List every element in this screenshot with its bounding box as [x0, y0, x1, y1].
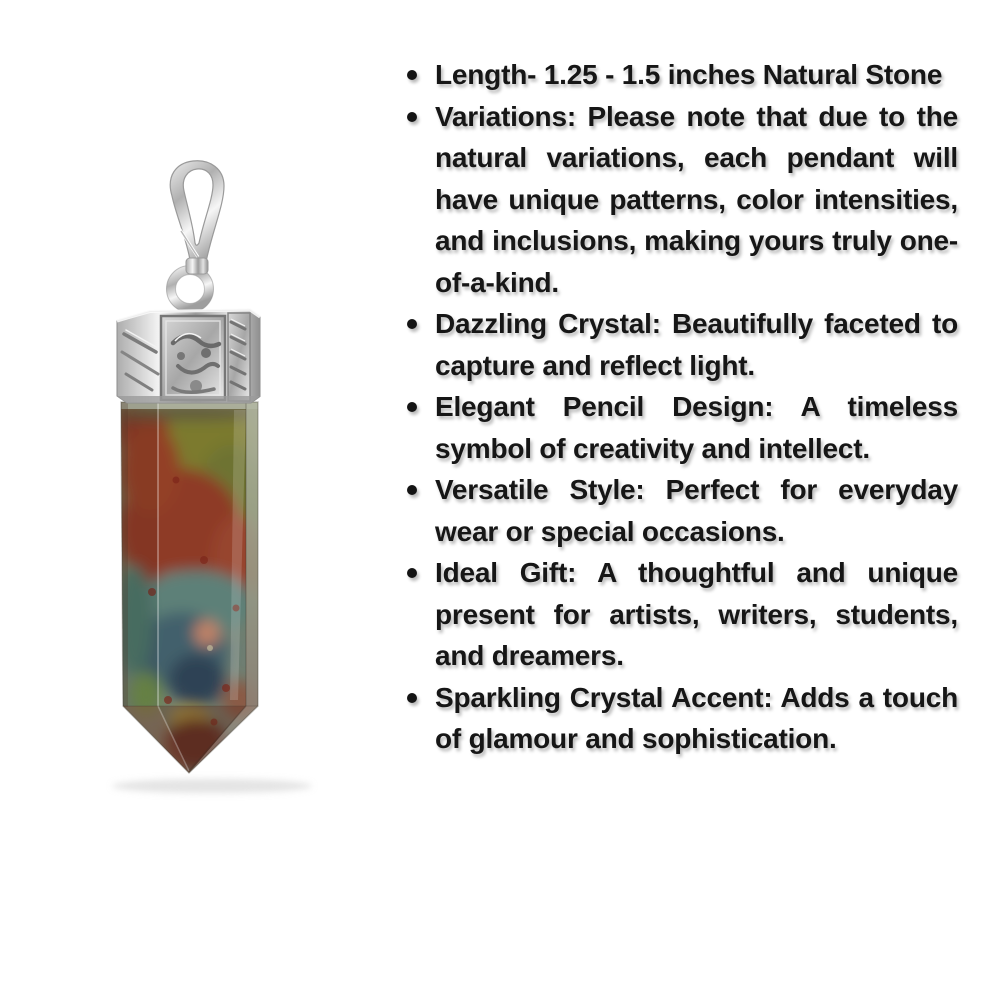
feature-text: Elegant Pencil Design: A timeless symbol of creativity and intellect. — [435, 391, 958, 464]
crystal-stone — [115, 400, 266, 780]
feature-text: Dazzling Crystal: Beautifully faceted to capture and reflect light. — [435, 308, 958, 381]
cap-right-band — [228, 313, 250, 401]
feature-text: Sparkling Crystal Accent: Adds a touch of glamour and sophistication. — [435, 681, 958, 754]
feature-list — [402, 54, 958, 760]
bullet-icon — [407, 693, 417, 703]
feature-item — [402, 469, 958, 552]
bullet-icon — [407, 568, 417, 578]
pendant-illustration — [30, 140, 360, 840]
feature-text: Versatile Style: Perfect for everyday wear or special occasions. — [435, 474, 958, 547]
feature-item — [402, 386, 958, 469]
clasp-hook-icon — [170, 161, 224, 274]
feature-text: Ideal Gift: A thoughtful and unique present for artists, writers, students, and dreamers. — [435, 557, 958, 671]
pendant-photo — [30, 140, 360, 840]
cap-center-panel — [161, 316, 225, 400]
bullet-icon — [407, 112, 417, 122]
silver-cap — [117, 310, 260, 403]
stone-blob-salmon — [194, 620, 220, 646]
feature-item — [402, 303, 958, 386]
bullet-icon — [407, 319, 417, 329]
bullet-icon — [407, 485, 417, 495]
bullet-icon — [407, 402, 417, 412]
stone-blob-navy — [169, 654, 225, 706]
feature-item — [402, 677, 958, 760]
feature-item — [402, 96, 958, 304]
pendant-ground-shadow — [112, 779, 312, 793]
bullet-icon — [407, 70, 417, 80]
cap-bottom-shade — [117, 396, 260, 403]
feature-item — [402, 54, 958, 96]
stone-right-facet — [246, 402, 258, 706]
feature-item — [402, 552, 958, 677]
feature-text: Length- 1.25 - 1.5 inches Natural Stone — [435, 59, 943, 90]
feature-text: Variations: Please note that due to the natural variations, each pendant will have unique patterns, color intensities, and inclusions, making yours truly one-of-a-kind. — [435, 100, 958, 298]
